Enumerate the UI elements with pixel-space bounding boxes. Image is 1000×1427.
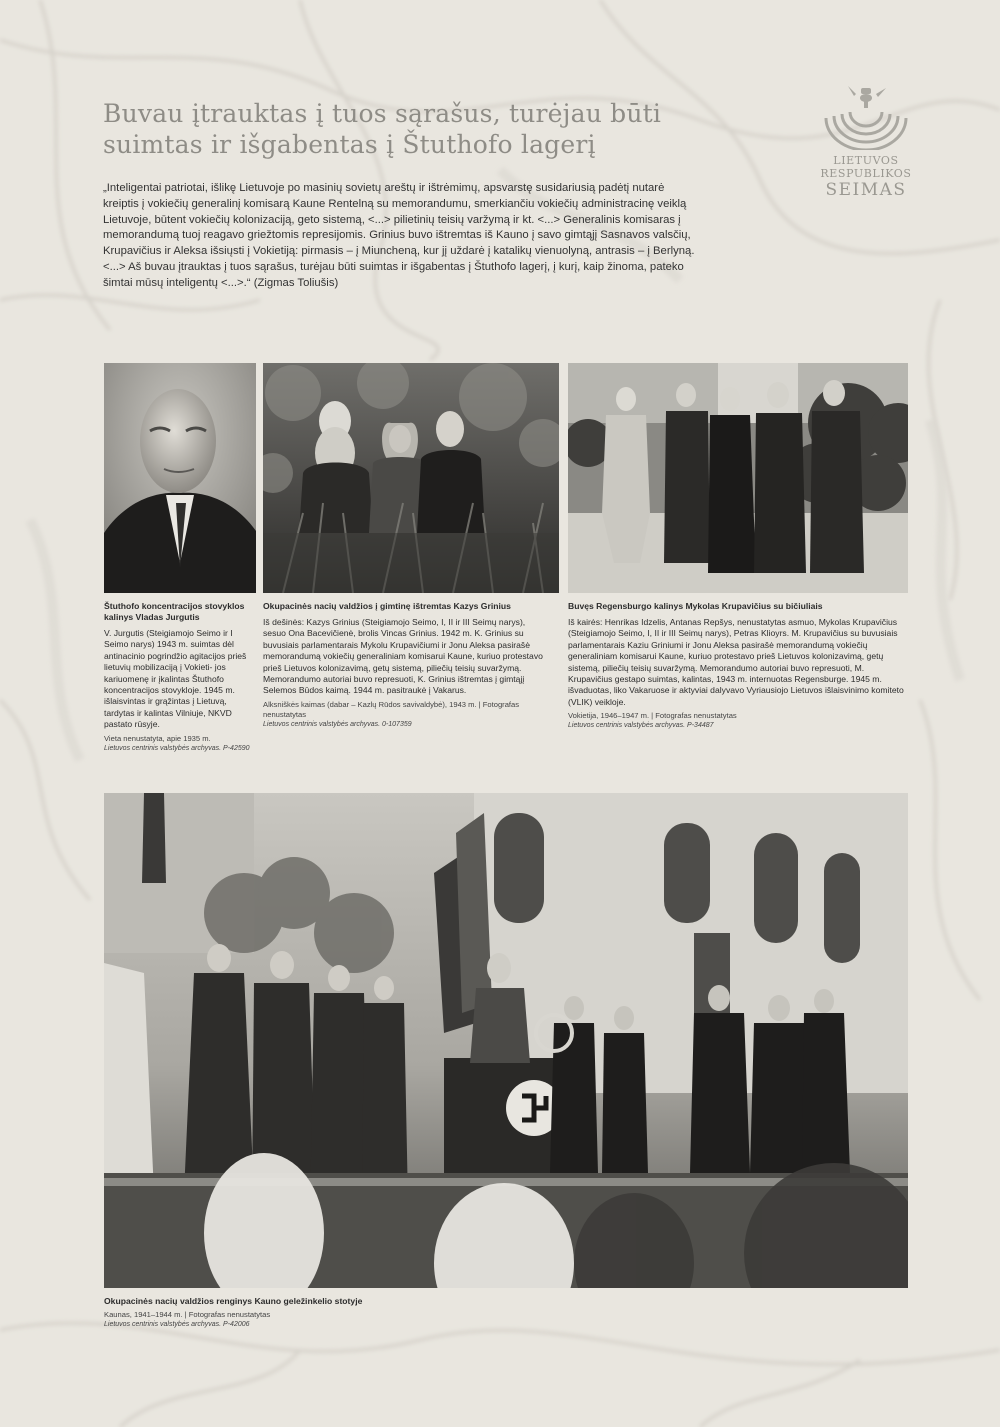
- caption-title: Štuthofo koncentracijos stovyklos kalinys Vladas Jurgutis: [104, 601, 245, 622]
- caption-station-event: [104, 1296, 604, 1329]
- caption-krupavicius: [568, 601, 908, 730]
- seimas-logo: [786, 80, 946, 200]
- caption-meta: Kaunas, 1941–1944 m. | Fotografas nenustatytas: [104, 1310, 271, 1319]
- caption-archive: Lietuvos centrinis valstybės archyvas. P-34487: [568, 722, 714, 730]
- photo-kaunas-station-event: [104, 793, 908, 1288]
- photo-jurgutis-portrait: [104, 363, 256, 593]
- caption-archive: Lietuvos centrinis valstybės archyvas. P-42590: [104, 744, 250, 752]
- caption-meta: Alksniškės kaimas (dabar – Kazlų Rūdos savivaldybė), 1943 m. | Fotografas nenustatytas: [263, 699, 520, 719]
- intro-quote: „Inteligentai patriotai, išlikę Lietuvoje po masinių sovietų areštų ir ištrėmimų, apsvarstę susidariusią padėtį nutarė kreiptis į vokiečių generalinį komisarą Kaune Rentelną su memorandumu, smerkiančiu vokiečių administracinę veiklą Lietuvoje, būtent vokiečių kolonizaciją, geto sistemą, <...> pilietinių teisių varžymą ir kt. <...> Generalinis komisaras į memorandumą tuoj reagavo griežtomis represijomis. Grinius buvo ištremtas iš Kauno į savo gimtąjį Sasnavos valsčių, Krupavičius ir Aleksa išsiųsti į Vokietiją: pirmasis – į Miuncheną, kur jį uždarė į katalikų vienuolyną, antrasis – į Berlyną. <...> Aš buvau įtrauktas į tuos sąrašus, turėjau būti suimtas ir išgabentas į Štuthofo lagerį, į kurį, kaip žinoma, pateko šimtai mūsų inteligentų <...>.“ (Zigmas Toliušis): [103, 182, 695, 289]
- logo-line-1: LIETUVOS RESPUBLIKOS: [820, 154, 912, 180]
- caption-title: Okupacinės nacių valdžios į gimtinę ištremtas Kazys Grinius: [263, 601, 511, 611]
- caption-grinius: [263, 601, 547, 729]
- page-title: [103, 98, 743, 160]
- title-line-2: suimtas ir išgabentas į Štuthofo lagerį: [103, 130, 596, 159]
- logo-line-2: SEIMAS: [825, 180, 907, 200]
- caption-meta: Vieta nenustatyta, apie 1935 m.: [104, 733, 211, 743]
- caption-title: Buvęs Regensburgo kalinys Mykolas Krupavičius su bičiuliais: [568, 601, 823, 611]
- caption-archive: Lietuvos centrinis valstybės archyvas. 0-107359: [263, 720, 412, 728]
- photo-krupavicius-friends: [568, 363, 908, 593]
- title-line-1: Buvau įtrauktas į tuos sąrašus, turėjau būti: [103, 99, 662, 128]
- caption-jurgutis: [104, 601, 256, 753]
- caption-archive: Lietuvos centrinis valstybės archyvas. P-42006: [104, 1321, 250, 1328]
- caption-title: Okupacinės nacių valdžios renginys Kauno geležinkelio stotyje: [104, 1296, 363, 1306]
- caption-body: V. Jurgutis (Steigiamojo Seimo ir I Seimo narys) 1943 m. suimtas dėl antinacinio pogrindžio agitacijos prieš lietuvių mobilizaciją į Vokieti- jos kariuomenę ir įkalintas Štuthofo koncentracijos stovykloje. 1945 m. išlaisvintas ir grąžintas į Lietuvą, tardytas ir kalintas Vilniuje, NKVD pastato rūsyje.: [104, 628, 247, 730]
- caption-body: Iš dešinės: Kazys Grinius (Steigiamojo Seimo, I, II ir III Seimų narys), sesuo Ona Bacevičienė, brolis Vincas Grinius. 1942 m. K. Grinius su buvusiais parlamentarais Mykolu Krupavičiumi ir Jonu Aleksa pasirašė memorandumą vokiečių generaliniam komisarui Kaune, kuriuo protestavo prieš Lietuvos kolonizavimą, getų sistemą, piliečių teisių suvaržymą. Memorandumo autoriai buvo represuoti, K. Grinius ištremtas į gimtąjį Selemos Būdos kaimą. 1944 m. pasitraukė į Vakarus.: [263, 617, 543, 696]
- seimas-emblem-icon: [818, 80, 914, 150]
- caption-body: Iš kairės: Henrikas Idzelis, Antanas Repšys, nenustatytas asmuo, Mykolas Krupavičius (Steigiamojo Seimo, I, II ir III Seimų narys), Petras Klioyrs. M. Krupavičius su buvusiais parlamentarais Kaziu Griniumi ir Jonu Aleksa pasirašė memorandumą vokiečių generaliniam komisarui Kaune, kuriuo protestavo prieš Lietuvos kolonizavimą, getų sistemą, piliečių teisių suvaržymą. Memorandumo autoriai buvo represuoti, M. Krupavičius gestapo suimtas, kalintas, 1943 m. internuotas Regensburge. 1945 m. išvaduotas, liko Vakaruose ir aktyviai dalyvavo Vyriausiojo Lietuvos išlaisvinimo komiteto (VLIK) veikloje.: [568, 617, 904, 707]
- caption-meta: Vokietija, 1946–1947 m. | Fotografas nenustatytas: [568, 711, 737, 721]
- photo-grinius-family: [263, 363, 559, 593]
